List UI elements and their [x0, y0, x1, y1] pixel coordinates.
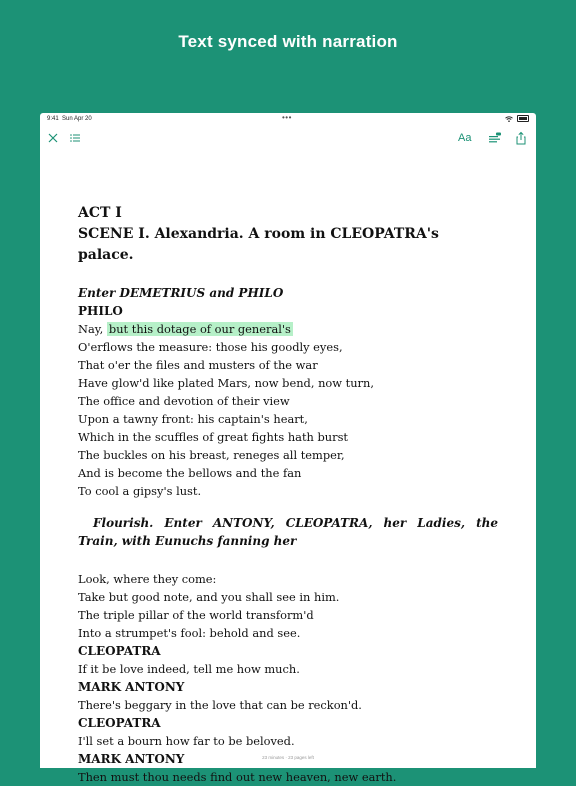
stage-direction: Enter DEMETRIUS and PHILO	[78, 286, 284, 300]
ipad-screen	[40, 113, 536, 784]
text-line[interactable]: Upon a tawny front: his captain's heart,	[78, 412, 308, 426]
text-line[interactable]: Then must thou needs find out new heaven, new earth.	[78, 770, 397, 784]
speaker-name: CLEOPATRA	[78, 716, 161, 730]
text-line[interactable]: I'll set a bourn how far to be beloved.	[78, 734, 295, 748]
speaker-name: MARK ANTONY	[78, 680, 185, 694]
text-line[interactable]: Which in the scuffles of great fights hath burst	[78, 430, 348, 444]
text-line[interactable]: Into a strumpet's fool: behold and see.	[78, 626, 301, 640]
text-line[interactable]: Look, where they come:	[78, 572, 217, 586]
list-icon[interactable]	[68, 131, 82, 145]
multitask-dots[interactable]: •••	[282, 113, 292, 122]
reader-toolbar	[40, 127, 536, 149]
scene-heading: SCENE I. Alexandria. A room in CLEOPATRA's palace.	[78, 226, 439, 263]
text-line[interactable]: The triple pillar of the world transform'd	[78, 608, 314, 622]
text-line[interactable]: To cool a gipsy's lust.	[78, 484, 202, 498]
text-line[interactable]: Have glow'd like plated Mars, now bend, now turn,	[78, 376, 374, 390]
text-line[interactable]: Take but good note, and you shall see in him.	[78, 590, 340, 604]
reading-progress: 23 minutes · 23 pages left	[262, 755, 314, 760]
status-time: 9:41 Sun Apr 20	[47, 116, 92, 122]
text-line[interactable]: The buckles on his breast, reneges all temper,	[78, 448, 345, 462]
stage-direction: Flourish. Enter ANTONY, CLEOPATRA, her Ladies, the Train, with Eunuchs fanning her	[78, 516, 498, 548]
battery-icon	[517, 115, 529, 122]
book-text	[78, 203, 498, 786]
speaker-name: PHILO	[78, 304, 123, 318]
text-line[interactable]: Nay, but this dotage of our general's	[78, 322, 291, 336]
text-line[interactable]: O'erflows the measure: those his goodly eyes,	[78, 340, 343, 354]
act-heading: ACT I	[78, 205, 122, 221]
close-icon[interactable]	[46, 131, 60, 145]
text-line[interactable]: The office and devotion of their view	[78, 394, 290, 408]
status-bar	[40, 113, 536, 125]
text-line[interactable]: And is become the bellows and the fan	[78, 466, 302, 480]
speaker-name: CLEOPATRA	[78, 644, 161, 658]
wifi-icon	[505, 116, 513, 122]
font-size-icon[interactable]: Aa	[458, 132, 472, 144]
text-line[interactable]: There's beggary in the love that can be reckon'd.	[78, 698, 362, 712]
status-indicators	[505, 115, 529, 122]
narration-highlight[interactable]: but this dotage of our general's	[108, 322, 291, 336]
text-line[interactable]: That o'er the files and musters of the war	[78, 358, 318, 372]
promo-headline: Text synced with narration	[178, 32, 398, 51]
speaker-name: MARK ANTONY	[78, 752, 185, 766]
narration-icon[interactable]	[488, 131, 502, 145]
text-line[interactable]: If it be love indeed, tell me how much.	[78, 662, 300, 676]
share-icon[interactable]	[514, 131, 528, 145]
